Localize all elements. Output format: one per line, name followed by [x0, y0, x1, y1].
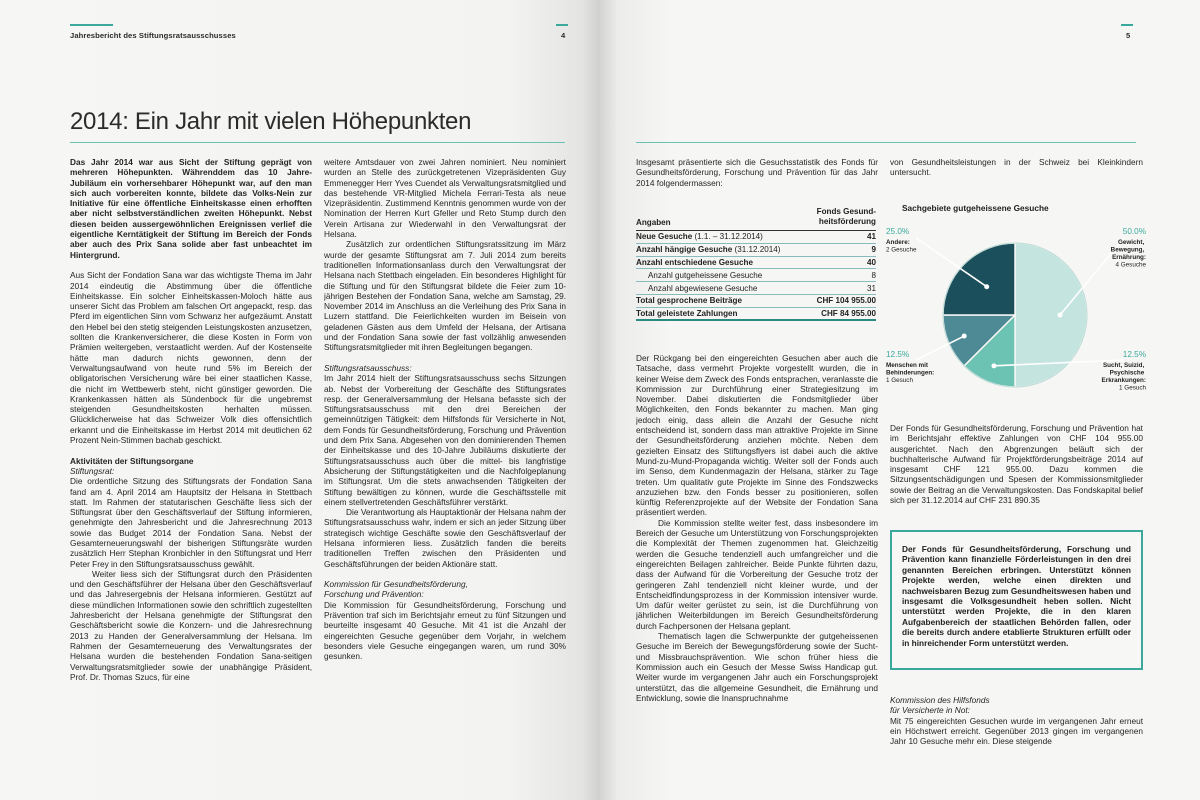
- slice-percent-label: 12.5%: [1122, 350, 1146, 359]
- subsection-heading: für Versicherte in Not:: [890, 705, 970, 716]
- body-paragraph: weitere Amtsdauer von zwei Jahren nominiert. Neu nominiert wurden an Stelle des zurückgetretenen Vizepräsidenten Guy Emmenegger Herr Yves Cuendet als Verwaltungsratsmitglied und das bestehende VR-Mitglied Michela Ferrari-Testa als neue Vizepräsidentin. Zustimmend Kenntnis genommen wurde von der Nomination der Herren Kurt Gfeller und Reto Stump durch den Verein Artisana zur Wiederwahl in den Verwaltungsrat der Helsana.: [324, 157, 566, 240]
- table-cell-value: CHF 104 955.00: [806, 294, 876, 307]
- body-paragraph: Zusätzlich zur ordentlichen Stiftungsratssitzung im März wurde der gesamte Stiftungsrat am 7. Juli 2014 zum bereits traditionellen Informationsanlass durch den Verwaltungsrat der Helsana nach Stettbach eingeladen. Ein besonderes Highlight für die Stiftung und für den Stiftungsrat bildete die Feier zum 10-jährigen Bestehen der Fondation Sana, welche am Samstag, 29. November 2014 im Anschluss an die Verleihung des Prix Sana in Luzern stattfand. Die Feierlichkeiten wurden im Beisein von geladenen Gästen aus dem Umfeld der Helsana, der Artisana und der Fondation Sana sowie der fast vollzählig anwesenden Stiftungsratsmitglieder mit ihren Begleitungen begangen.: [324, 239, 566, 353]
- body-paragraph: Weiter liess sich der Stiftungsrat durch den Präsidenten und den Geschäftsführer der Helsana über den Geschäftsverlauf und das Jahresergebnis der Helsana informieren. Gestützt auf diese mündlichen Informationen sowie den schriftlich zugestellten Jahresbericht der Helsana genehmigte der Stiftungsrat den Geschäftsbericht sowie die Konzern- und die Jahresrechnung 2013 zu Handen der Generalversammlung der Helsana. Im Rahmen der Gesamterneuerung des Verwaltungsrates der Helsana wurden die bestehenden Fondation Sana-seitigen Verwaltungsratsmitglieder sowie der unabhängige Präsident, Prof. Dr. Thomas Szucs, für eine: [70, 568, 312, 682]
- lead-paragraph: Das Jahr 2014 war aus Sicht der Stiftung geprägt von mehreren Höhepunkten. Währenddem das 10 Jahre-Jubiläum ein vorhersehbarer Höhepunkt war, auf den man sich auch vorbereiten konnte, bildete das Volks-Nein zur Initiative für eine öffentliche Einheitskasse einen erhofften aber nicht selbstverständlichen zweiten Höhepunkt. Nebst diesen beiden aussergewöhnlichen Ereignissen verlief die eigentliche Kerntätigkeit der Stiftung im Bereich der Fonds aber auch des Prix Sana solide aber fast unbeachtet im Hintergrund.: [70, 157, 312, 260]
- subsection-heading: Forschung und Prävention:: [324, 589, 424, 600]
- body-paragraph: Die Kommission stellte weiter fest, dass insbesondere im Bereich der Gesuche um Unterstützung von Forschungsprojekten die Komplexität der Themen zugenommen hat. Gleichzeitig werden die Gesuche tendenziell auch umfangreicher und die eingereichten Beilagen zahlreicher. Beide Punkte führten dazu, dass der Aufwand für die Vorbereitung der Gesuche trotz der geringeren Zahl tendenziell nicht kleiner wurde, und der Entscheidfindungsprozess in der Kommission intensiver wurde. Um dafür weiter gerüstet zu sein, ist die Durchführung von jährlichen Weiterbildungen im Bereich Gesundheitsförderung durch Fachpersonen der Helsana geplant.: [636, 517, 878, 631]
- table-row: [636, 294, 876, 307]
- statistics-table: [636, 206, 876, 321]
- slice-detail-label: 2 Gesuche: [886, 246, 917, 254]
- body-paragraph: Mit 75 eingereichten Gesuchen wurde im vergangenen Jahr erneut ein Höchstwert erreicht. Gegenüber 2013 gingen im vergangenen Jahr 10 Gesuche mehr ein. Diese steigende: [890, 715, 1143, 747]
- highlight-box: Der Fonds für Gesundheitsförderung, Forschung und Prävention kann finanzielle Förderleistungen in den drei genannten Bereichen erbringen. Unterstützt können Projekte werden, welche einen direkten und nachweisbaren Bezug zum Gesundheitswesen haben und insgesamt die Volksgesundheit heben sollen. Nicht unterstützt werden Projekte, die in den klaren Aufgabenbereich der staatlichen Behörden fallen, oder die bereits durch andere etablierte Strukturen erfüllt oder in hinreichender Form unterstützt werden.: [890, 530, 1143, 670]
- table-row: [636, 307, 876, 320]
- table-cell-label: [636, 243, 806, 256]
- pie-chart: [880, 220, 1150, 395]
- table-cell-label: Total gesprochene Beiträge: [636, 294, 806, 307]
- body-paragraph: Die ordentliche Sitzung des Stiftungsrats der Fondation Sana fand am 4. April 2014 am Hauptsitz der Helsana in Stettbach statt. Im Rahmen der statutarischen Geschäfte liess sich der Stiftungsrat über den Geschäftsverlauf der Stiftung informieren, genehmigte den Jahresbericht und die Jahresrechnung 2013 sowie das Budget 2014 der Fondation Sana. Nebst der Gesamterneuerungswahl der bisherigen Stiftungsräte wurden zusätzlich Herr Stephan Kronbichler in den Stiftungsrat und Herr Peter Frey in den Stiftungsratsausschuss gewählt.: [70, 476, 312, 569]
- table-cell-value: 8: [806, 269, 876, 282]
- table-row: [636, 256, 876, 269]
- slice-detail-label: 4 Gesuche: [1115, 261, 1146, 269]
- slice-name-label: Gewicht, Bewegung, Ernährung:: [1110, 239, 1146, 261]
- table-cell-value: 9: [806, 243, 876, 256]
- title-rule: [70, 142, 565, 143]
- table-cell-label: Anzahl entschiedene Gesuche: [636, 256, 806, 269]
- body-paragraph: von Gesundheitsleistungen in der Schweiz bei Kleinkindern untersucht.: [890, 157, 1143, 178]
- body-paragraph: Der Rückgang bei den eingereichten Gesuchen aber auch die Tatsache, dass vermehrt Projekte vorgestellt wurden, die in keiner Weise dem Zweck des Fonds entsprachen, veranlasste die Kommission zur Durchführung einer Strategiesitzung im November. Dabei diskutierten die Fondsmitglieder über Möglichkeiten, den Fonds bekannter zu machen. Man ging jedoch einig, dass allein die Anzahl der Gesuche nicht entscheidend ist, sondern dass man attraktive Projekte im Sinne der Gesundheitsförderung anziehen möchte. Neben dem gezielten Einsatz des Stiftungsflyers ist dabei auch die aktive Mund-zu-Mund-Propaganda wichtig. Weiter soll der Fonds auch im Senso, dem Kundenmagazin der Helsana, stärker zu Tage treten. Um qualitativ gute Projekte im Sinne des Fondszwecks anzuziehen bzw. den Fonds besser zu positionieren, sollen künftig Referenzprojekte auf der Website der Fondation Sana präsentiert werden.: [636, 353, 878, 518]
- table-cell-label: Anzahl abgewiesene Gesuche: [636, 282, 806, 295]
- page-number-right: 5: [1126, 31, 1131, 40]
- right-page: [600, 0, 1200, 800]
- title-rule: [636, 142, 1136, 143]
- table-cell-value: CHF 84 955.00: [806, 307, 876, 320]
- slice-detail-label: 1 Gesuch: [1119, 384, 1146, 392]
- subsection-heading: Stiftungsrat:: [70, 465, 115, 476]
- slice-name-label: Sucht, Suizid, Psychische Erkrankungen:: [1101, 362, 1146, 384]
- slice-percent-label: 12.5%: [886, 350, 910, 359]
- row-note: (1.1. – 31.12.2014): [692, 232, 763, 242]
- page-number-accent-line: [1121, 24, 1133, 26]
- subsection-heading: Stiftungsratsausschuss:: [324, 362, 412, 373]
- left-column-1: [70, 157, 312, 800]
- table-header-row: [636, 206, 876, 231]
- section-heading: Aktivitäten der Stiftungsorgane: [70, 455, 194, 466]
- header-accent-line: [70, 24, 113, 26]
- right-column-2-mid: [890, 423, 1143, 523]
- row-label: Anzahl hängige Gesuche: [636, 245, 733, 255]
- body-paragraph: Insgesamt präsentierte sich die Gesuchsstatistik des Fonds für Gesundheitsförderung, Forschung und Prävention für das Jahr 2014 folgendermassen:: [636, 157, 878, 188]
- table-header-value: [806, 206, 876, 231]
- subsection-heading: Kommission für Gesundheitsförderung,: [324, 579, 468, 590]
- left-column-2: [324, 157, 566, 800]
- body-paragraph: Die Kommission für Gesundheitsförderung, Forschung und Prävention traf sich im Berichtsjahr erneut zu fünf Sitzungen und beurteilte insgesamt 40 Gesuche. Mit 41 ist die Anzahl der eingereichten Gesuche gegenüber dem Vorjahr, in welchem besonders viele Gesuche eingegangen waren, um rund 30% gesunken.: [324, 599, 566, 662]
- slice-percent-label: 50.0%: [1122, 227, 1146, 236]
- right-column-2-top: [890, 157, 1143, 187]
- table-header-label: Angaben: [636, 206, 806, 231]
- slice-percent-label: 25.0%: [886, 227, 910, 236]
- slice-name-label: Menschen mit Behinderungen:: [886, 362, 935, 377]
- right-column-1-intro: [636, 157, 878, 201]
- table-header-value-line1: Fonds Gesund-: [816, 207, 876, 216]
- chart-title: Sachgebiete gutgeheissene Gesuche: [902, 203, 1049, 213]
- body-paragraph: Thematisch lagen die Schwerpunkte der gutgeheissenen Gesuche im Bereich der Bewegungsförderung sowie der Sucht- und Missbrauchsprävention. Wie schon früher hiess die Kommission auch ein Gesuch der Messe Swiss Handicap gut. Weiter wurde im vergangenen Jahr auch ein Forschungsprojekt unterstützt, das die allgemeine Gesundheit, die Ernährung und Entwicklung, sowie die Inanspruchnahme: [636, 631, 878, 703]
- table-row: [636, 282, 876, 295]
- row-label: Neue Gesuche: [636, 232, 693, 242]
- table-row: [636, 269, 876, 282]
- table-row: [636, 231, 876, 244]
- page-number-accent-line: [556, 24, 568, 26]
- slice-name-label: Andere:: [886, 239, 910, 246]
- page-number-left: 4: [561, 31, 566, 40]
- body-paragraph: Der Fonds für Gesundheitsförderung, Forschung und Prävention hat im Berichtsjahr effektive Zahlungen von CHF 104 955.00 ausgerichtet. Nach den Abgrenzungen beläuft sich der buchhalterische Aufwand für Projektförderungsbeiträge 2014 auf insgesamt CHF 121 955.00. Dazu kommen die Sitzungsentschädigungen und Spesen der Kommissionsmitglieder sowie der Beitrag an die Verwaltungskosten. Das Fondskapital belief sich per 31.12.2014 auf CHF 231 890.35: [890, 423, 1143, 506]
- slice-detail-label: 1 Gesuch: [886, 377, 913, 384]
- pie-slice: [1015, 243, 1087, 387]
- table-cell-label: Total geleistete Zahlungen: [636, 307, 806, 320]
- table-row: [636, 243, 876, 256]
- right-column-2-bottom: [890, 695, 1143, 800]
- body-paragraph: Aus Sicht der Fondation Sana war das wichtigste Thema im Jahr 2014 eindeutig die Abstimmung über die öffentliche Einheitskasse. Ein solcher Einheitskassen-Moloch hätte aus unserer Sicht das Problem am falschen Ort angepackt, resp. das Pferd im eigentlichen Sinn vom Schwanz her aufgezäumt. Anstatt den Hebel bei den stetig steigenden Leistungskosten anzusetzen, sollten die Krankenversicherer, die diese Kosten in Form von Prämien weitergeben, verstaatlicht werden. Auf der Kostenseite hätte man dadurch nichts gewonnen, denn der Verwaltungsaufwand von heute rund 5% im Bereich der obligatorischen Versicherung wäre bei einer staatlichen Kasse, die nicht im Wettbewerb steht, nicht günstiger geworden. Die Krankenkassen hätten als Sündenbock für die ungebremst steigenden Gesundheitskosten herhalten müssen. Glücklicherweise hat das Schweizer Volk dies offensichtlich erkannt und die Einheitskasse im Herbst 2014 mit deutlichen 62 Prozent Nein-Stimmen bachab geschickt.: [70, 270, 312, 446]
- table-cell-label: Anzahl gutgeheissene Gesuche: [636, 269, 806, 282]
- pie-slice: [943, 243, 1015, 315]
- table-cell-value: 31: [806, 282, 876, 295]
- table-header-value-line2: heitsförderung: [818, 217, 876, 226]
- running-header: Jahresbericht des Stiftungsratsausschusses: [70, 31, 236, 40]
- table-cell-label: [636, 231, 806, 244]
- table-cell-value: 40: [806, 256, 876, 269]
- row-note: (31.12.2014): [732, 245, 781, 255]
- body-paragraph: Im Jahr 2014 hielt der Stiftungsratsausschuss sechs Sitzungen ab. Nebst der Vorbereitung der Geschäfte des Stiftungsrates resp. der Generalversammlung der Helsana befasste sich der Stiftungsratsausschuss mit den drei Bereichen der gemeinnützigen Tätigkeit: dem Hilfsfonds für Versicherte in Not, dem Fonds für Gesundheitsförderung, Forschung und Prävention und dem Prix Sana. Abgesehen von den dominierenden Themen der Einheitskasse und des 10-Jahre Jubiläums diskutierte der Stiftungsratsausschuss auch über die mittel- bis langfristige Absicherung der Stiftungstätigkeiten und die Nachfolgeplanung im Stiftungsrat. Um die stets anwachsenden Tätigkeiten der Stiftung bewältigen zu können, wurde die Geschäftsstelle mit einem stellvertretenden Geschäftsführer verstärkt.: [324, 373, 566, 507]
- subsection-heading: Kommission des Hilfsfonds: [890, 695, 990, 705]
- page-title: 2014: Ein Jahr mit vielen Höhepunkten: [70, 108, 472, 135]
- table-cell-value: 41: [806, 231, 876, 244]
- right-column-1: [636, 353, 878, 800]
- body-paragraph: Die Verantwortung als Hauptaktionär der Helsana nahm der Stiftungsratsausschuss wahr, indem er sich an jeder Sitzung über strategisch wichtige Geschäfte sowie den Geschäftsverlauf der Helsana informieren liess. Zusätzlich fanden die bereits traditionellen Treffen zwischen den Präsidenten und Geschäftsführungen der beiden Aktionäre statt.: [324, 507, 566, 569]
